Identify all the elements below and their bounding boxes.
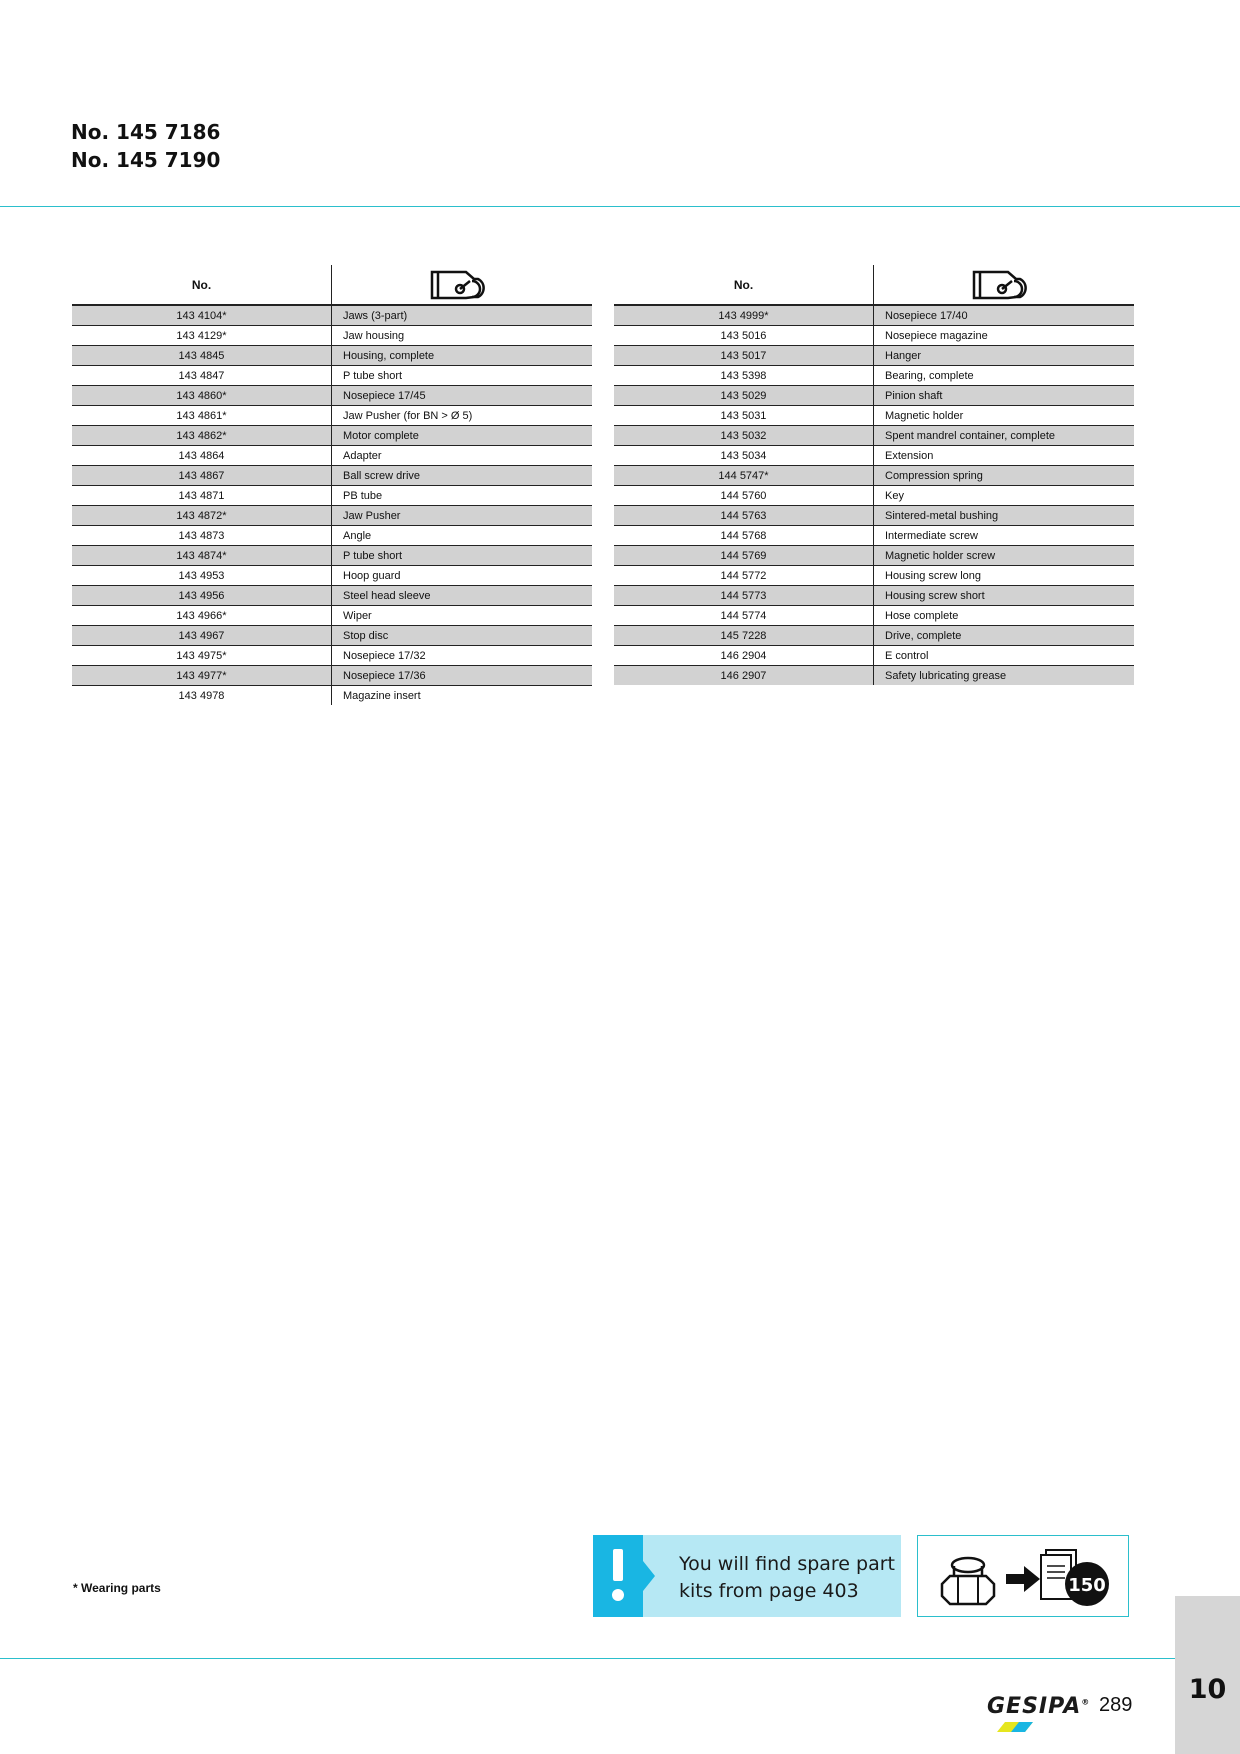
arrow-right-icon: [1006, 1566, 1040, 1592]
part-description: PB tube: [332, 486, 593, 506]
part-number: 143 4999*: [614, 305, 874, 326]
part-number: 143 5032: [614, 426, 874, 446]
part-description: Jaw housing: [332, 326, 593, 346]
part-number: 143 4967: [72, 626, 332, 646]
part-number: 144 5774: [614, 606, 874, 626]
part-number: 143 5034: [614, 446, 874, 466]
part-number: 145 7228: [614, 626, 874, 646]
part-description: Nosepiece 17/45: [332, 386, 593, 406]
table-row: [614, 626, 1134, 646]
part-description: Sintered-metal bushing: [874, 506, 1135, 526]
part-number: 143 4872*: [72, 506, 332, 526]
part-number: 143 4129*: [72, 326, 332, 346]
table-row: [614, 566, 1134, 586]
part-description: Wiper: [332, 606, 593, 626]
exclamation-icon: [593, 1535, 643, 1617]
parts-table-left: [72, 265, 592, 705]
part-description: Spent mandrel container, complete: [874, 426, 1135, 446]
part-number: 143 4956: [72, 586, 332, 606]
part-number: 143 4861*: [72, 406, 332, 426]
part-number: 144 5772: [614, 566, 874, 586]
table-row: [614, 366, 1134, 386]
part-number: 143 5016: [614, 326, 874, 346]
header-divider: [0, 206, 1240, 207]
part-number: 143 5029: [614, 386, 874, 406]
table-row: [614, 466, 1134, 486]
nut-icon: [942, 1558, 994, 1604]
part-description: Drive, complete: [874, 626, 1135, 646]
part-description: Housing screw short: [874, 586, 1135, 606]
table-row: [72, 326, 592, 346]
part-number: 143 4977*: [72, 666, 332, 686]
part-description: Adapter: [332, 446, 593, 466]
part-description: Bearing, complete: [874, 366, 1135, 386]
part-number: 144 5769: [614, 546, 874, 566]
part-number: 143 5017: [614, 346, 874, 366]
part-description: Extension: [874, 446, 1135, 466]
table-row: [72, 606, 592, 626]
parts-table-right: [614, 265, 1134, 685]
table-row: [614, 526, 1134, 546]
part-description: Nosepiece 17/40: [874, 305, 1135, 326]
logo-text: GESIPA: [987, 1694, 1082, 1719]
registered-mark-icon: ®: [1081, 1697, 1091, 1707]
table-row: [72, 446, 592, 466]
column-header-description: [874, 265, 1135, 305]
table-row: [72, 586, 592, 606]
part-number: 143 5398: [614, 366, 874, 386]
footer-divider: [0, 1658, 1175, 1659]
part-description: Jaw Pusher: [332, 506, 593, 526]
part-number: 143 4862*: [72, 426, 332, 446]
table-row: [72, 566, 592, 586]
table-row: [72, 666, 592, 686]
title-line-1: No. 145 7186: [71, 120, 221, 144]
table-row: [614, 646, 1134, 666]
part-number: 143 4874*: [72, 546, 332, 566]
part-number: 144 5760: [614, 486, 874, 506]
part-number: 143 4845: [72, 346, 332, 366]
part-number: 143 4975*: [72, 646, 332, 666]
wearing-parts-footnote: * Wearing parts: [73, 1581, 161, 1595]
part-number: 143 4873: [72, 526, 332, 546]
table-row: [614, 426, 1134, 446]
part-description: Hoop guard: [332, 566, 593, 586]
part-description: Housing, complete: [332, 346, 593, 366]
table-row: [72, 486, 592, 506]
tag-icon: [972, 269, 1036, 301]
table-row: [614, 406, 1134, 426]
part-number: 143 4860*: [72, 386, 332, 406]
title-line-2: No. 145 7190: [71, 148, 221, 172]
part-description: Safety lubricating grease: [874, 666, 1135, 686]
table-row: [614, 606, 1134, 626]
part-description: Magnetic holder screw: [874, 546, 1135, 566]
table-row: [72, 646, 592, 666]
tag-icon: [430, 269, 494, 301]
part-description: Nosepiece 17/32: [332, 646, 593, 666]
column-header-no: No.: [72, 265, 332, 305]
part-number: 146 2904: [614, 646, 874, 666]
table-row: [72, 386, 592, 406]
spare-part-kits-notice: [593, 1535, 901, 1617]
table-row: [614, 305, 1134, 326]
table-row: [614, 666, 1134, 686]
table-row: [614, 506, 1134, 526]
logo-swoosh-icon: [993, 1722, 1033, 1732]
part-number: 143 4104*: [72, 305, 332, 326]
reference-box: [917, 1535, 1129, 1617]
part-description: Pinion shaft: [874, 386, 1135, 406]
column-header-description: [332, 265, 593, 305]
table-row: [72, 366, 592, 386]
table-row: [72, 466, 592, 486]
part-description: Compression spring: [874, 466, 1135, 486]
table-row: [614, 486, 1134, 506]
part-description: Ball screw drive: [332, 466, 593, 486]
page-title: [71, 118, 220, 174]
part-number: 143 4847: [72, 366, 332, 386]
part-description: Magnetic holder: [874, 406, 1135, 426]
table-row: [72, 506, 592, 526]
table-row: [72, 626, 592, 646]
notice-line-2: kits from page 403: [679, 1580, 859, 1602]
table-row: [614, 546, 1134, 566]
table-row: [72, 346, 592, 366]
part-number: 144 5773: [614, 586, 874, 606]
part-description: Nosepiece 17/36: [332, 666, 593, 686]
gesipa-logo: [987, 1694, 1090, 1719]
chapter-number: 10: [1188, 1674, 1227, 1705]
column-header-no: No.: [614, 265, 874, 305]
table-row: [614, 346, 1134, 366]
part-description: Motor complete: [332, 426, 593, 446]
part-number: 143 4867: [72, 466, 332, 486]
part-description: Hose complete: [874, 606, 1135, 626]
reference-page-number: 150: [1068, 1575, 1106, 1596]
part-description: Housing screw long: [874, 566, 1135, 586]
part-description: Nosepiece magazine: [874, 326, 1135, 346]
part-description: Intermediate screw: [874, 526, 1135, 546]
part-description: Magazine insert: [332, 686, 593, 706]
part-description: E control: [874, 646, 1135, 666]
page-number: 289: [1099, 1694, 1133, 1716]
part-number: 143 4871: [72, 486, 332, 506]
part-description: Steel head sleeve: [332, 586, 593, 606]
table-row: [614, 586, 1134, 606]
part-number: 143 4953: [72, 566, 332, 586]
part-number: 144 5763: [614, 506, 874, 526]
part-number: 143 5031: [614, 406, 874, 426]
part-description: Key: [874, 486, 1135, 506]
part-description: Stop disc: [332, 626, 593, 646]
part-number: 144 5768: [614, 526, 874, 546]
table-row: [72, 686, 592, 706]
part-description: Angle: [332, 526, 593, 546]
table-row: [72, 426, 592, 446]
table-row: [72, 406, 592, 426]
table-row: [614, 386, 1134, 406]
part-number: 143 4966*: [72, 606, 332, 626]
chapter-tab[interactable]: [1175, 1596, 1240, 1754]
table-row: [72, 305, 592, 326]
part-description: Hanger: [874, 346, 1135, 366]
part-number: 146 2907: [614, 666, 874, 686]
table-row: [614, 326, 1134, 346]
part-description: P tube short: [332, 366, 593, 386]
notice-line-1: You will find spare part: [679, 1553, 896, 1575]
part-description: P tube short: [332, 546, 593, 566]
part-number: 144 5747*: [614, 466, 874, 486]
table-row: [614, 446, 1134, 466]
table-row: [72, 526, 592, 546]
part-number: 143 4978: [178, 689, 225, 702]
part-number: 143 4864: [72, 446, 332, 466]
table-row: [72, 546, 592, 566]
part-description: Jaw Pusher (for BN > Ø 5): [332, 406, 593, 426]
part-description: Jaws (3-part): [332, 305, 593, 326]
